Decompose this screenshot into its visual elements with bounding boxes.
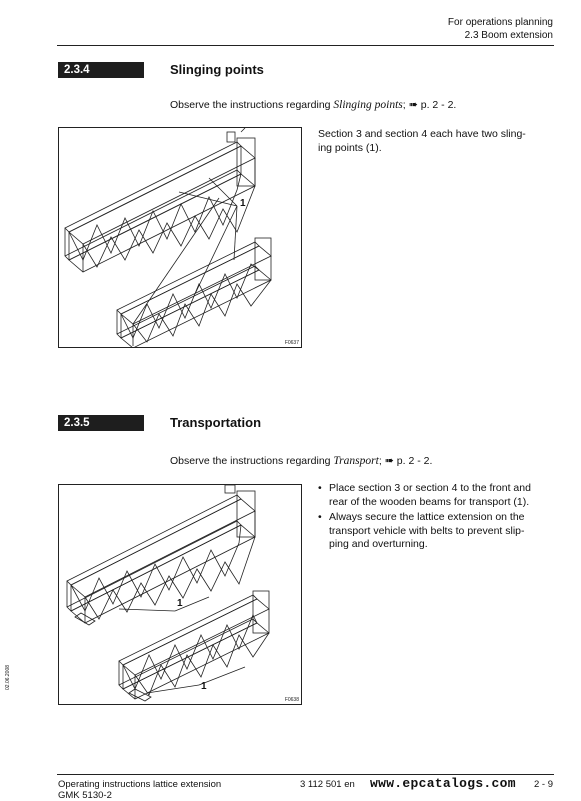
arrow-icon: ➠ bbox=[408, 99, 418, 111]
lattice-sections-illustration bbox=[59, 128, 301, 347]
transport-illustration bbox=[59, 485, 301, 704]
section-paragraph bbox=[318, 128, 558, 155]
arrow-icon: ➠ bbox=[384, 455, 394, 467]
bullet-line: rear of the wooden beams for transport (1). bbox=[329, 495, 530, 508]
observe-prefix: Observe the instructions regarding bbox=[170, 99, 334, 111]
bullet-item bbox=[318, 511, 563, 552]
callout-label: 1 bbox=[240, 198, 246, 209]
footer-doc-number: 3 112 501 en bbox=[300, 779, 355, 790]
callout-label: 1 bbox=[177, 598, 183, 609]
footer-left bbox=[58, 779, 221, 801]
figure-slinging-points bbox=[58, 127, 302, 348]
page-reference: p. 2 - 2. bbox=[393, 455, 433, 467]
running-header bbox=[448, 16, 553, 42]
header-chapter: For operations planning bbox=[447, 17, 553, 28]
bullet-line: ping and overturning. bbox=[329, 538, 428, 550]
side-date: 02.06.2008 bbox=[5, 664, 11, 690]
observe-suffix: ; bbox=[378, 455, 385, 467]
figure-code: F0638 bbox=[284, 697, 299, 703]
section-title: Transportation bbox=[170, 415, 262, 430]
bullet-item bbox=[318, 482, 563, 509]
callout-label: 1 bbox=[201, 681, 207, 692]
header-rule bbox=[57, 45, 554, 46]
observe-prefix: Observe the instructions regarding bbox=[170, 455, 334, 467]
bullet-line: • Place section 3 or section 4 to the front and bbox=[329, 482, 531, 494]
observe-instruction bbox=[170, 454, 432, 467]
page-reference: p. 2 - 2. bbox=[417, 99, 457, 111]
footer-model: GMK 5130-2 bbox=[58, 790, 112, 801]
section-title: Slinging points bbox=[170, 62, 264, 77]
observe-suffix: ; bbox=[402, 99, 409, 111]
figure-transportation bbox=[58, 484, 302, 705]
bullet-line: • Always secure the lattice extension on the bbox=[329, 511, 525, 523]
page-number: 2 - 9 bbox=[534, 779, 554, 790]
observe-reference: Transport bbox=[333, 455, 379, 467]
observe-reference: Slinging points bbox=[333, 99, 403, 111]
section-number-badge: 2.3.4 bbox=[58, 62, 144, 78]
footer-rule bbox=[57, 774, 554, 775]
observe-instruction bbox=[170, 98, 456, 111]
figure-code: F0637 bbox=[284, 340, 299, 346]
header-section: 2.3 Boom extension bbox=[464, 30, 553, 41]
paragraph-line: ing points (1). bbox=[318, 141, 382, 154]
watermark-link[interactable]: www.epcatalogs.com bbox=[370, 776, 516, 791]
bullet-line: transport vehicle with belts to prevent slip- bbox=[329, 524, 525, 537]
bullet-list bbox=[318, 482, 563, 552]
paragraph-line: Section 3 and section 4 each have two sling- bbox=[318, 128, 526, 140]
section-number-badge: 2.3.5 bbox=[58, 415, 144, 431]
footer-manual-title: Operating instructions lattice extension bbox=[58, 779, 222, 790]
